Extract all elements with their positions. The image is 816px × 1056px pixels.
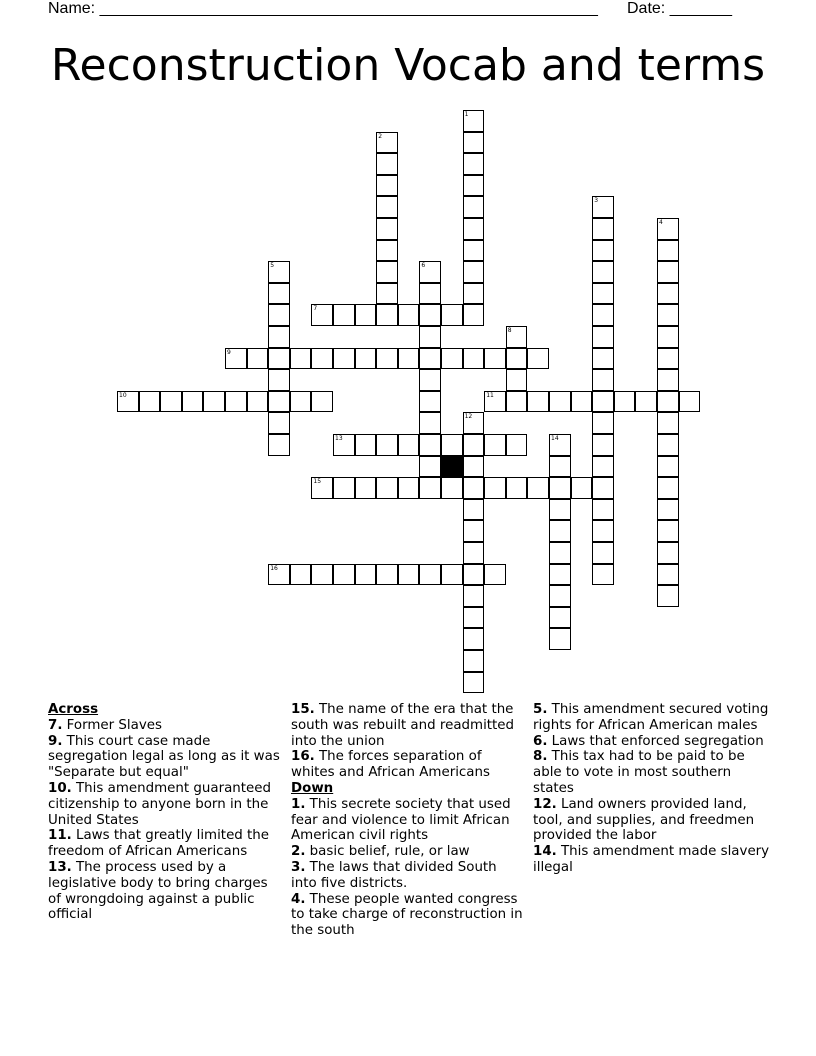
crossword-cell [463, 585, 485, 607]
clue-across-10: 10. This amendment guaranteed citizenship to anyone born in the United States [48, 780, 271, 828]
crossword-cell [592, 304, 614, 326]
crossword-cell [333, 434, 355, 456]
crossword-cell [463, 261, 485, 283]
crossword-cell [463, 672, 485, 694]
crossword-cell [182, 391, 204, 413]
crossword-cell [333, 348, 355, 370]
crossword-cell [311, 564, 333, 586]
clue-number: 11 [486, 391, 494, 399]
crossword-cell [657, 240, 679, 262]
crossword-cell [463, 607, 485, 629]
crossword-cell [290, 564, 312, 586]
crossword-cell [549, 477, 571, 499]
crossword-cell [376, 564, 398, 586]
crossword-cell [571, 477, 593, 499]
clue-down-6: 6. Laws that enforced segregation [533, 733, 764, 749]
crossword-cell [268, 412, 290, 434]
clue-number: 6 [421, 262, 426, 270]
crossword-cell [571, 391, 593, 413]
crossword-cell [592, 240, 614, 262]
clue-down-4: 4. These people wanted congress to take charge of reconstruction in the south [291, 891, 523, 939]
crossword-cell [657, 585, 679, 607]
crossword-cell [549, 585, 571, 607]
crossword-cell [117, 391, 139, 413]
crossword-cell [268, 348, 290, 370]
clue-number: 9 [227, 348, 231, 356]
crossword-cell [398, 434, 420, 456]
crossword-cell [311, 477, 333, 499]
clues-column-3 [533, 702, 773, 876]
crossword-cell [463, 153, 485, 175]
crossword-cell [333, 477, 355, 499]
clue-across-11: 11. Laws that greatly limited the freedom of African Americans [48, 828, 270, 860]
crossword-cell [419, 261, 441, 283]
clue-number: 14 [551, 435, 559, 442]
crossword-cell [419, 369, 441, 391]
crossword-cell [592, 456, 614, 478]
crossword-cell [657, 434, 679, 456]
clue-down-3: 3. The laws that divided South into five districts. [291, 859, 497, 891]
crossword-cell [441, 564, 463, 586]
crossword-cell [549, 520, 571, 542]
blocked-cell [441, 456, 463, 478]
crossword-cell [398, 564, 420, 586]
clue-number: 7 [313, 305, 318, 313]
crossword-cell [657, 348, 679, 370]
clue-number: 3 [594, 197, 599, 205]
crossword-cell [657, 456, 679, 478]
clue-number: 2 [378, 132, 383, 140]
crossword-cell [592, 261, 614, 283]
crossword-cell [333, 304, 355, 326]
crossword-cell [268, 304, 290, 326]
crossword-cell [419, 412, 441, 434]
crossword-cell [398, 477, 420, 499]
crossword-cell [355, 477, 377, 499]
clue-across-15: 15. The name of the era that the south was rebuilt and readmitted into the union [291, 702, 515, 749]
crossword-cell [463, 132, 485, 154]
crossword-cell [614, 391, 636, 413]
crossword-cell [376, 477, 398, 499]
clue-down-5: 5. This amendment secured voting rights for African American males [533, 702, 769, 733]
crossword-cell [592, 542, 614, 564]
clue-down-12: 12. Land owners provided land, tool, and supplies, and freedmen provided the labor [533, 796, 755, 844]
crossword-cell [657, 391, 679, 413]
crossword-cell [376, 304, 398, 326]
crossword-cell [290, 391, 312, 413]
crossword-cell [463, 628, 485, 650]
crossword-cell [592, 477, 614, 499]
crossword-cell [463, 456, 485, 478]
crossword-cell [592, 218, 614, 240]
crossword-cell [441, 477, 463, 499]
clue-number: 16 [270, 564, 278, 572]
crossword-cell [268, 434, 290, 456]
crossword-cell [376, 261, 398, 283]
crossword-cell [463, 110, 485, 132]
crossword-cell [419, 283, 441, 305]
crossword-cell [355, 434, 377, 456]
crossword-cell [592, 326, 614, 348]
clue-number: 5 [270, 262, 275, 270]
crossword-cell [657, 304, 679, 326]
crossword-cell [139, 391, 161, 413]
crossword-cell [463, 240, 485, 262]
crossword-cell [463, 283, 485, 305]
crossword-cell [419, 348, 441, 370]
crossword-cell [247, 348, 269, 370]
crossword-cell [592, 283, 614, 305]
crossword-cell [376, 153, 398, 175]
crossword-cell [268, 261, 290, 283]
crossword-cell [506, 477, 528, 499]
crossword-cell [463, 650, 485, 672]
crossword-cell [679, 391, 701, 413]
crossword-cell [592, 348, 614, 370]
crossword-cell [268, 326, 290, 348]
crossword-cell [441, 348, 463, 370]
crossword-cell [376, 196, 398, 218]
crossword-cell [203, 391, 225, 413]
crossword-cell [549, 628, 571, 650]
crossword-cell [657, 218, 679, 240]
crossword-cell [376, 348, 398, 370]
crossword-cell [376, 132, 398, 154]
crossword-cell [311, 304, 333, 326]
crossword-cell [657, 412, 679, 434]
crossword-cell [549, 434, 571, 456]
crossword-cell [657, 542, 679, 564]
clue-number: 8 [507, 327, 512, 334]
clue-number: 12 [464, 413, 473, 421]
crossword-cell [398, 304, 420, 326]
clue-across-13: 13. The process used by a legislative body to bring charges of wrongdoing against a public official [48, 859, 268, 923]
crossword-cell [160, 391, 182, 413]
crossword-cell [441, 434, 463, 456]
crossword-cell [592, 196, 614, 218]
crossword-cell [225, 348, 247, 370]
crossword-cell [592, 564, 614, 586]
crossword-cell [376, 175, 398, 197]
crossword-cell [419, 326, 441, 348]
crossword-cell [311, 391, 333, 413]
crossword-cell [441, 304, 463, 326]
crossword-cell [355, 304, 377, 326]
crossword-cell [247, 391, 269, 413]
crossword-cell [549, 542, 571, 564]
crossword-cell [592, 499, 614, 521]
crossword-cell [657, 261, 679, 283]
crossword-cell [463, 218, 485, 240]
crossword-cell [419, 391, 441, 413]
crossword-cell [290, 348, 312, 370]
crossword-cell [268, 369, 290, 391]
crossword-cell [463, 564, 485, 586]
crossword-cell [484, 564, 506, 586]
clue-across-9: 9. This court case made segregation legal as long as it was "Separate but equal" [48, 733, 280, 781]
page-title: Reconstruction Vocab and terms [50, 40, 766, 91]
crossword-cell [549, 456, 571, 478]
crossword-cell [549, 391, 571, 413]
crossword-cell [657, 369, 679, 391]
clue-number: 1 [464, 111, 469, 118]
crossword-cell [527, 348, 549, 370]
crossword-cell [592, 412, 614, 434]
crossword-cell [355, 564, 377, 586]
crossword-cell [463, 542, 485, 564]
crossword-cell [506, 391, 528, 413]
crossword-cell [549, 564, 571, 586]
clue-down-2: 2. basic belief, rule, or law [291, 844, 470, 860]
clues-column-1 [48, 702, 283, 923]
crossword-cell [549, 607, 571, 629]
crossword-cell [506, 369, 528, 391]
name-line: Name: ________________________________________________________ [48, 0, 598, 17]
crossword-cell [419, 456, 441, 478]
crossword-cell [419, 304, 441, 326]
crossword-cell [657, 520, 679, 542]
date-line: Date: _______ [627, 0, 732, 17]
clue-down-14: 14. This amendment made slavery illegal [533, 844, 770, 875]
clue-number: 10 [119, 391, 127, 399]
crossword-cell [463, 196, 485, 218]
crossword-cell [463, 348, 485, 370]
crossword-cell [463, 304, 485, 326]
crossword-cell [333, 564, 355, 586]
crossword-cell [592, 391, 614, 413]
across-header: Across [48, 702, 99, 717]
crossword-cell [463, 434, 485, 456]
crossword-cell [376, 218, 398, 240]
clues-column-2 [291, 702, 526, 939]
crossword-cell [506, 326, 528, 348]
crossword-cell [635, 391, 657, 413]
crossword-cell [657, 564, 679, 586]
crossword-cell [268, 283, 290, 305]
clue-across-7: 7. Former Slaves [48, 717, 162, 733]
crossword-cell [657, 477, 679, 499]
crossword-cell [592, 520, 614, 542]
crossword-cell [376, 434, 398, 456]
crossword-cell [549, 499, 571, 521]
crossword-cell [225, 391, 247, 413]
crossword-cell [527, 477, 549, 499]
crossword-cell [463, 175, 485, 197]
crossword-cell [506, 434, 528, 456]
crossword-cell [484, 391, 506, 413]
crossword-cell [657, 499, 679, 521]
crossword-cell [657, 326, 679, 348]
clue-number: 15 [313, 478, 322, 486]
crossword-cell [463, 477, 485, 499]
crossword-cell [657, 283, 679, 305]
crossword-cell [398, 348, 420, 370]
crossword-cell [268, 564, 290, 586]
crossword-cell [527, 391, 549, 413]
clue-number: 13 [335, 435, 343, 442]
crossword-cell [376, 283, 398, 305]
crossword-cell [376, 240, 398, 262]
crossword-cell [268, 391, 290, 413]
crossword-cell [463, 499, 485, 521]
crossword-cell [484, 477, 506, 499]
crossword-cell [419, 564, 441, 586]
crossword-cell [506, 348, 528, 370]
clue-across-16: 16. The forces separation of whites and African Americans [291, 749, 490, 781]
crossword-cell [311, 348, 333, 370]
crossword-cell [484, 434, 506, 456]
clue-number: 4 [659, 219, 663, 226]
clue-down-1: 1. This secrete society that used fear and violence to limit African American civil rights [291, 796, 511, 844]
crossword-cell [419, 477, 441, 499]
crossword-cell [463, 412, 485, 434]
crossword-cell [592, 434, 614, 456]
crossword-cell [592, 369, 614, 391]
crossword-cell [355, 348, 377, 370]
down-header: Down [291, 780, 334, 796]
crossword-cell [419, 434, 441, 456]
crossword-cell [463, 520, 485, 542]
crossword-cell [484, 348, 506, 370]
clue-down-8: 8. This tax had to be paid to be able to vote in most southern states [533, 749, 745, 796]
